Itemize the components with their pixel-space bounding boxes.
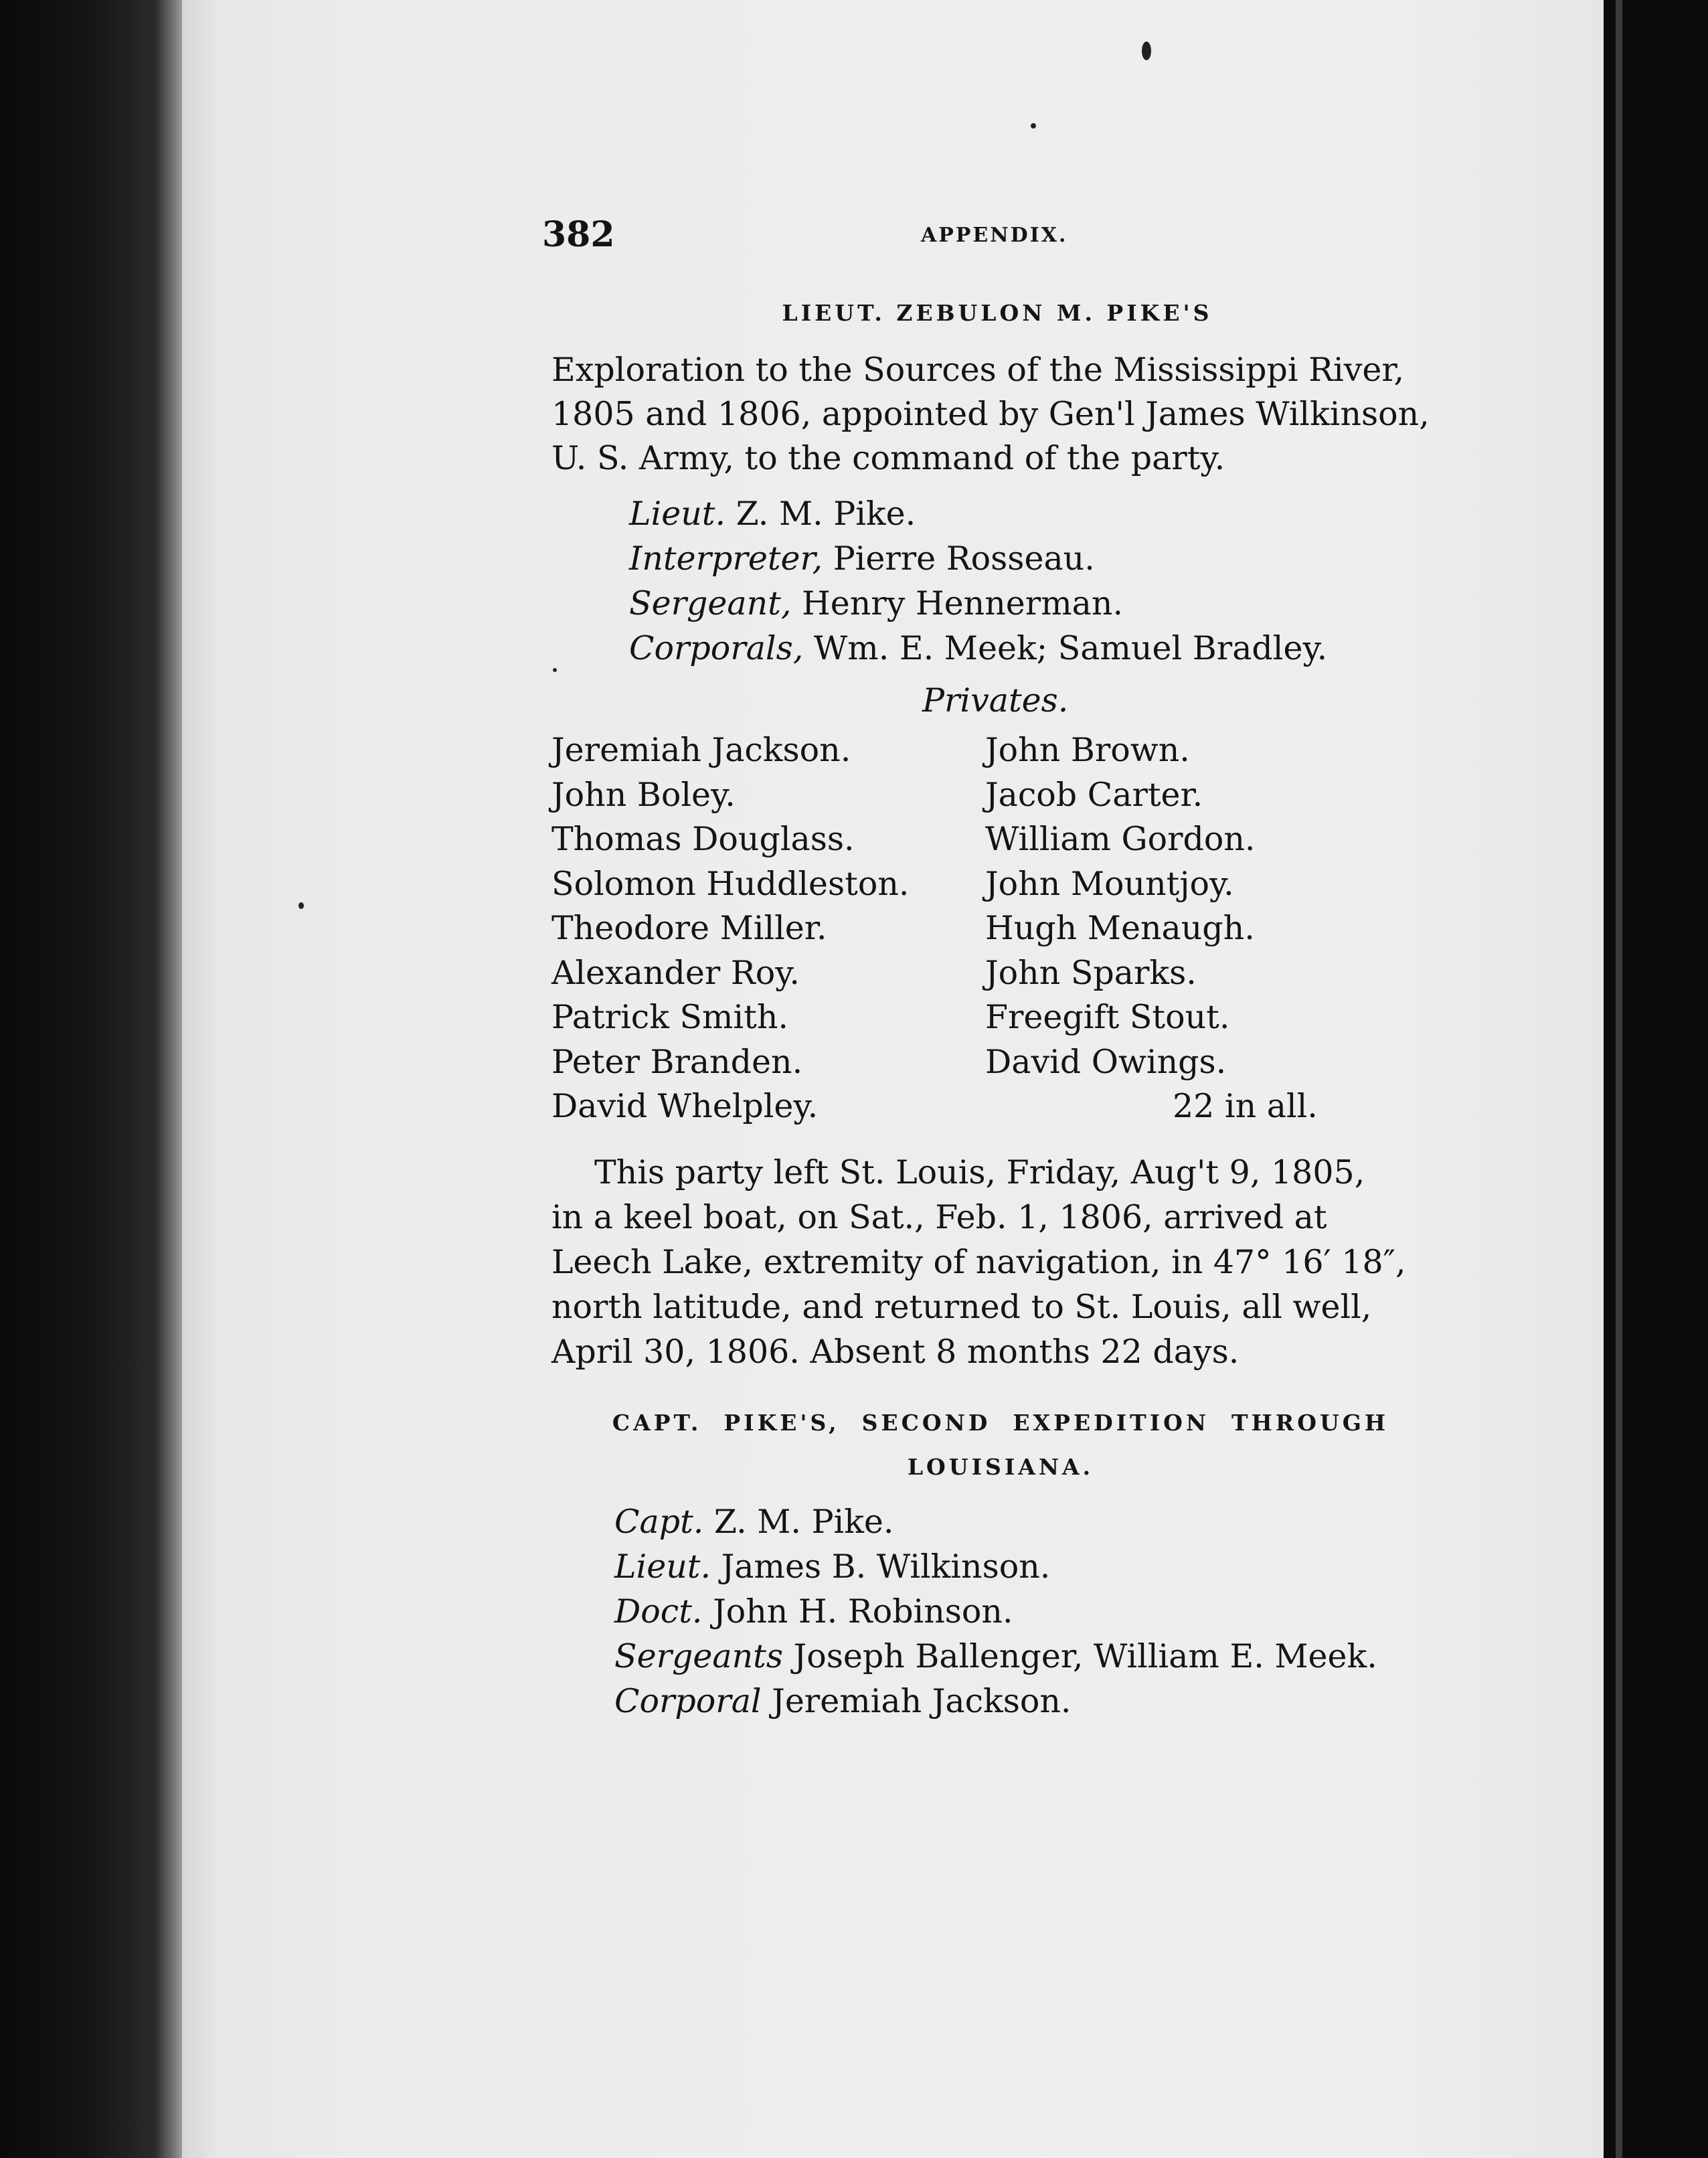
- running-head: [542, 214, 1439, 261]
- private-name: Jacob Carter.: [985, 775, 1203, 814]
- paragraph-line: This party left St. Louis, Friday, Aug't 9, 1805,: [594, 1153, 1365, 1191]
- paragraph-line: in a keel boat, on Sat., Feb. 1, 1806, arrived at: [551, 1198, 1327, 1236]
- officer-name: Z. M. Pike.: [703, 1503, 894, 1541]
- running-title: APPENDIX.: [921, 224, 1068, 247]
- officer-entry: [614, 1544, 1377, 1589]
- private-name: David Whelpley.: [551, 1087, 819, 1125]
- officer-title: Interpreter,: [629, 540, 823, 578]
- officer-name: Henry Hennerman.: [791, 584, 1124, 622]
- intro-paragraph: [551, 348, 1430, 481]
- privates-right-column: [985, 728, 1256, 1084]
- officer-title: Sergeant,: [629, 584, 792, 622]
- private-name: David Owings.: [985, 1042, 1227, 1081]
- officer-title: Corporal: [614, 1682, 762, 1720]
- paragraph-line: April 30, 1806. Absent 8 months 22 days.: [551, 1333, 1240, 1371]
- officer-title: Lieut.: [629, 495, 726, 533]
- officer-entry: [629, 581, 1327, 626]
- officer-title: Capt.: [614, 1503, 704, 1541]
- intro-line: Exploration to the Sources of the Mississippi River,: [551, 351, 1405, 389]
- private-name: Theodore Miller.: [551, 909, 827, 947]
- officer-name: Wm. E. Meek; Samuel Bradley.: [803, 629, 1328, 667]
- party-total: 22 in all.: [1173, 1087, 1318, 1125]
- officer-name: Joseph Ballenger, William E. Meek.: [782, 1637, 1377, 1675]
- officer-entry: [629, 536, 1327, 581]
- officer-name: Pierre Rosseau.: [823, 540, 1095, 578]
- private-name: Peter Branden.: [551, 1042, 803, 1081]
- officer-name: Jeremiah Jackson.: [761, 1682, 1072, 1720]
- officer-entry: [614, 1589, 1377, 1634]
- private-name: Freegift Stout.: [985, 998, 1230, 1036]
- section-heading-lieut-pike: LIEUT. ZEBULON M. PIKE'S: [782, 300, 1213, 326]
- officer-title: Sergeants: [614, 1637, 783, 1675]
- section-heading-louisiana: LOUISIANA.: [907, 1454, 1094, 1480]
- narrative-paragraph: [551, 1150, 1442, 1374]
- officer-title: Doct.: [614, 1592, 703, 1631]
- officer-name: Z. M. Pike.: [725, 495, 916, 533]
- private-name: Solomon Huddleston.: [551, 864, 910, 903]
- private-name: Patrick Smith.: [551, 998, 789, 1036]
- scan-speck: [1142, 42, 1151, 60]
- intro-line: 1805 and 1806, appointed by Gen'l James Wilkinson,: [551, 395, 1430, 433]
- privates-heading: Privates.: [922, 681, 1069, 720]
- scan-speck: [298, 902, 304, 909]
- officers-list: [629, 491, 1327, 671]
- privates-left-column: [551, 728, 910, 1129]
- paragraph-line: north latitude, and returned to St. Louis, all well,: [551, 1288, 1372, 1326]
- scan-speck: [1031, 123, 1036, 129]
- private-name: William Gordon.: [985, 820, 1256, 858]
- officer-entry: [614, 1634, 1377, 1679]
- page-gutter-shadow: [155, 0, 182, 2158]
- officer-entry: [614, 1499, 1377, 1544]
- section-heading-second-expedition: CAPT. PIKE'S, SECOND EXPEDITION THROUGH: [612, 1410, 1389, 1436]
- officer-entry: [614, 1679, 1377, 1724]
- page-number: 382: [542, 214, 615, 255]
- intro-line: U. S. Army, to the command of the party.: [551, 439, 1225, 477]
- officer-entry: [629, 491, 1327, 536]
- expedition-officers-list: [614, 1499, 1377, 1724]
- private-name: Thomas Douglass.: [551, 820, 855, 858]
- private-name: Hugh Menaugh.: [985, 909, 1255, 947]
- officer-entry: [629, 626, 1327, 671]
- private-name: John Mountjoy.: [985, 864, 1234, 903]
- officer-title: Lieut.: [614, 1548, 711, 1586]
- paragraph-line: Leech Lake, extremity of navigation, in 47° 16′ 18″,: [551, 1243, 1406, 1281]
- officer-name: James B. Wilkinson.: [711, 1548, 1051, 1586]
- private-name: John Sparks.: [985, 953, 1197, 992]
- officer-title: Corporals,: [629, 629, 804, 667]
- private-name: John Boley.: [551, 775, 736, 814]
- private-name: Alexander Roy.: [551, 953, 800, 992]
- private-name: John Brown.: [985, 731, 1190, 769]
- scan-left-border: [0, 0, 181, 2158]
- officer-name: John H. Robinson.: [702, 1592, 1013, 1631]
- scan-speck: [553, 668, 557, 672]
- private-name: Jeremiah Jackson.: [551, 731, 851, 769]
- scan-right-border: [1604, 0, 1708, 2158]
